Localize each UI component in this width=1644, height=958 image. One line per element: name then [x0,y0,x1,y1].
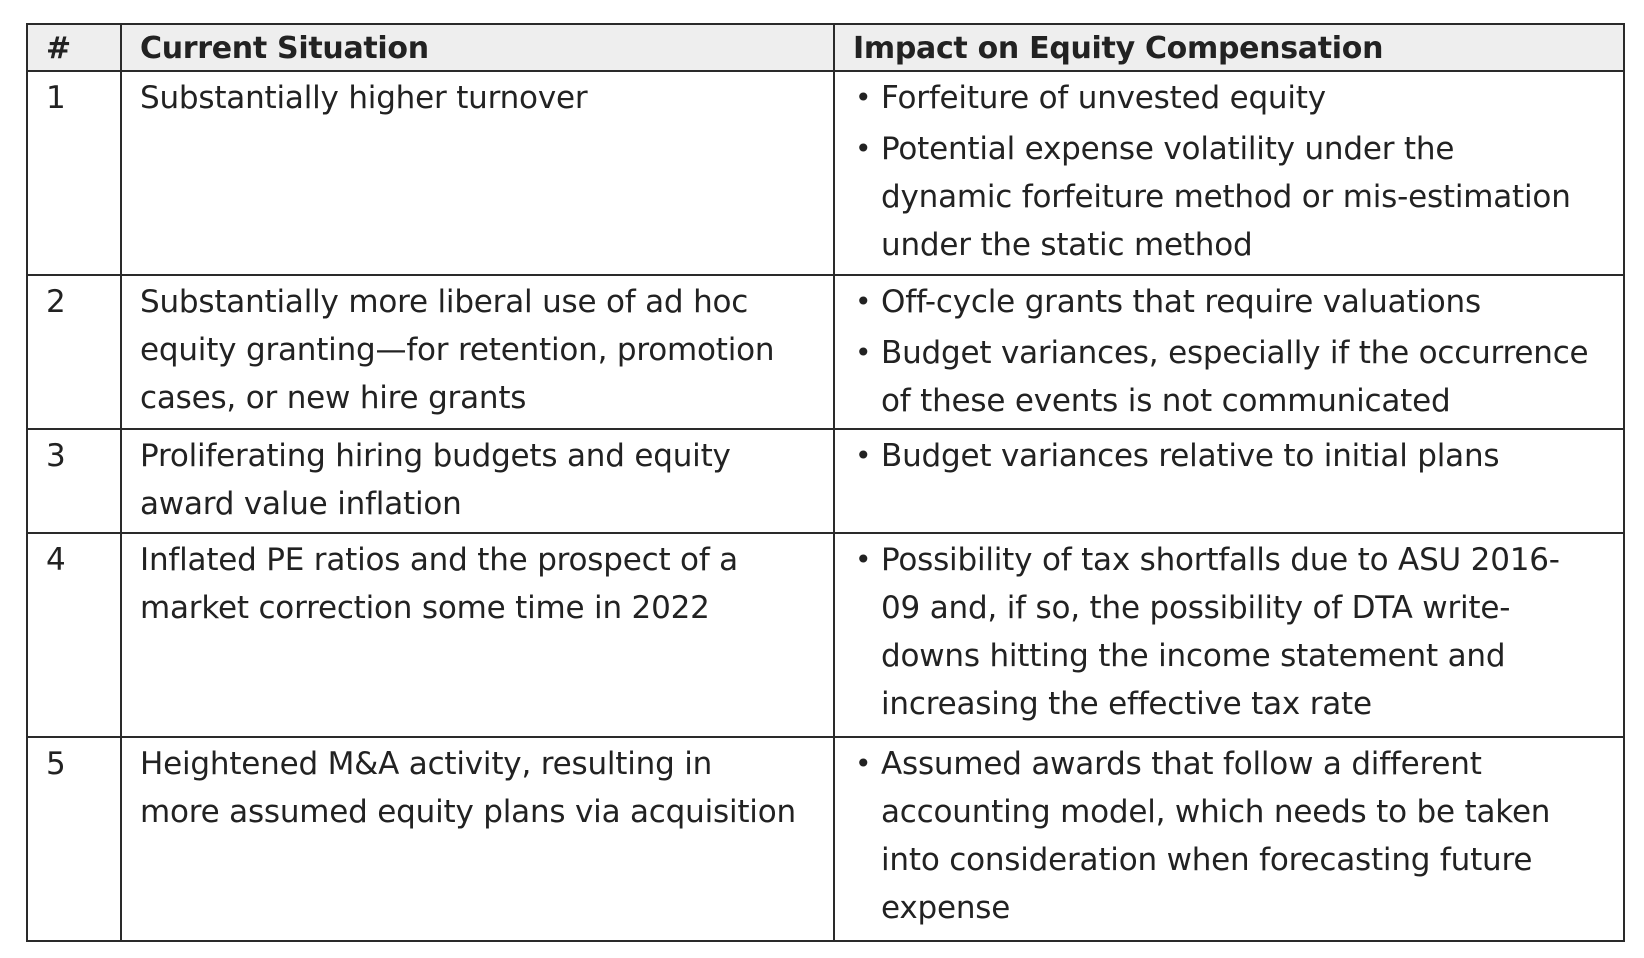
bullet-icon: • [855,439,872,472]
impact-list [853,432,1605,480]
header-row [27,24,1624,71]
row-number: 5 [27,737,121,941]
impact-line: Potential expense volatility under the [881,131,1455,167]
header-impact: Impact on Equity Compensation [834,24,1624,71]
situation-line: award value inflation [140,486,462,522]
impact-item [853,74,1605,122]
bullet-icon: • [855,543,872,576]
impact-line: accounting model, which needs to be taken [881,794,1551,830]
bullet-icon: • [855,81,872,114]
situation-line: more assumed equity plans via acquisition [140,794,796,830]
situation-cell [121,737,834,941]
row-number: 2 [27,275,121,429]
impact-cell [834,275,1624,429]
impact-line: Assumed awards that follow a different [881,746,1482,782]
situation-cell [121,275,834,429]
impact-cell [834,71,1624,275]
situation-line: equity granting—for retention, promotion [140,332,775,368]
impact-item [853,278,1605,326]
impact-item [853,329,1605,425]
situation-cell [121,533,834,737]
situation-cell [121,71,834,275]
table-row [27,429,1624,533]
impact-line: of these events is not communicated [881,383,1451,419]
impact-item [853,740,1605,932]
table-row [27,737,1624,941]
row-number: 4 [27,533,121,737]
row-number: 3 [27,429,121,533]
impact-line: downs hitting the income statement and [881,638,1506,674]
impact-item [853,125,1605,269]
bullet-icon: • [855,336,872,369]
impact-line: Possibility of tax shortfalls due to ASU 2016- [881,542,1560,578]
situation-line: Heightened M&A activity, resulting in [140,746,713,782]
impact-item [853,536,1605,728]
equity-compensation-table [26,23,1625,942]
impact-line: under the static method [881,227,1253,263]
impact-line: increasing the effective tax rate [881,686,1372,722]
impact-line: Budget variances relative to initial plans [881,438,1500,474]
bullet-icon: • [855,285,872,318]
situation-line: Proliferating hiring budgets and equity [140,438,731,474]
bullet-icon: • [855,747,872,780]
impact-cell [834,737,1624,941]
impact-cell [834,429,1624,533]
impact-line: expense [881,890,1011,926]
situation-line: Inflated PE ratios and the prospect of a [140,542,738,578]
impact-list [853,74,1605,269]
bullet-icon: • [855,132,872,165]
impact-line: Forfeiture of unvested equity [881,80,1326,116]
impact-cell [834,533,1624,737]
header-current-situation: Current Situation [121,24,834,71]
situation-line: Substantially higher turnover [140,80,588,116]
situation-line: market correction some time in 2022 [140,590,710,626]
situation-line: Substantially more liberal use of ad hoc [140,284,749,320]
impact-list [853,740,1605,932]
impact-list [853,536,1605,728]
impact-line: 09 and, if so, the possibility of DTA write- [881,590,1511,626]
impact-line: dynamic forfeiture method or mis-estimation [881,179,1571,215]
table-row [27,533,1624,737]
impact-list [853,278,1605,425]
situation-line: cases, or new hire grants [140,380,527,416]
impact-item [853,432,1605,480]
table-row [27,275,1624,429]
situation-cell [121,429,834,533]
impact-line: Off-cycle grants that require valuations [881,284,1481,320]
header-num: # [27,24,121,71]
row-number: 1 [27,71,121,275]
table-row [27,71,1624,275]
impact-line: Budget variances, especially if the occurrence [881,335,1589,371]
impact-line: into consideration when forecasting future [881,842,1533,878]
